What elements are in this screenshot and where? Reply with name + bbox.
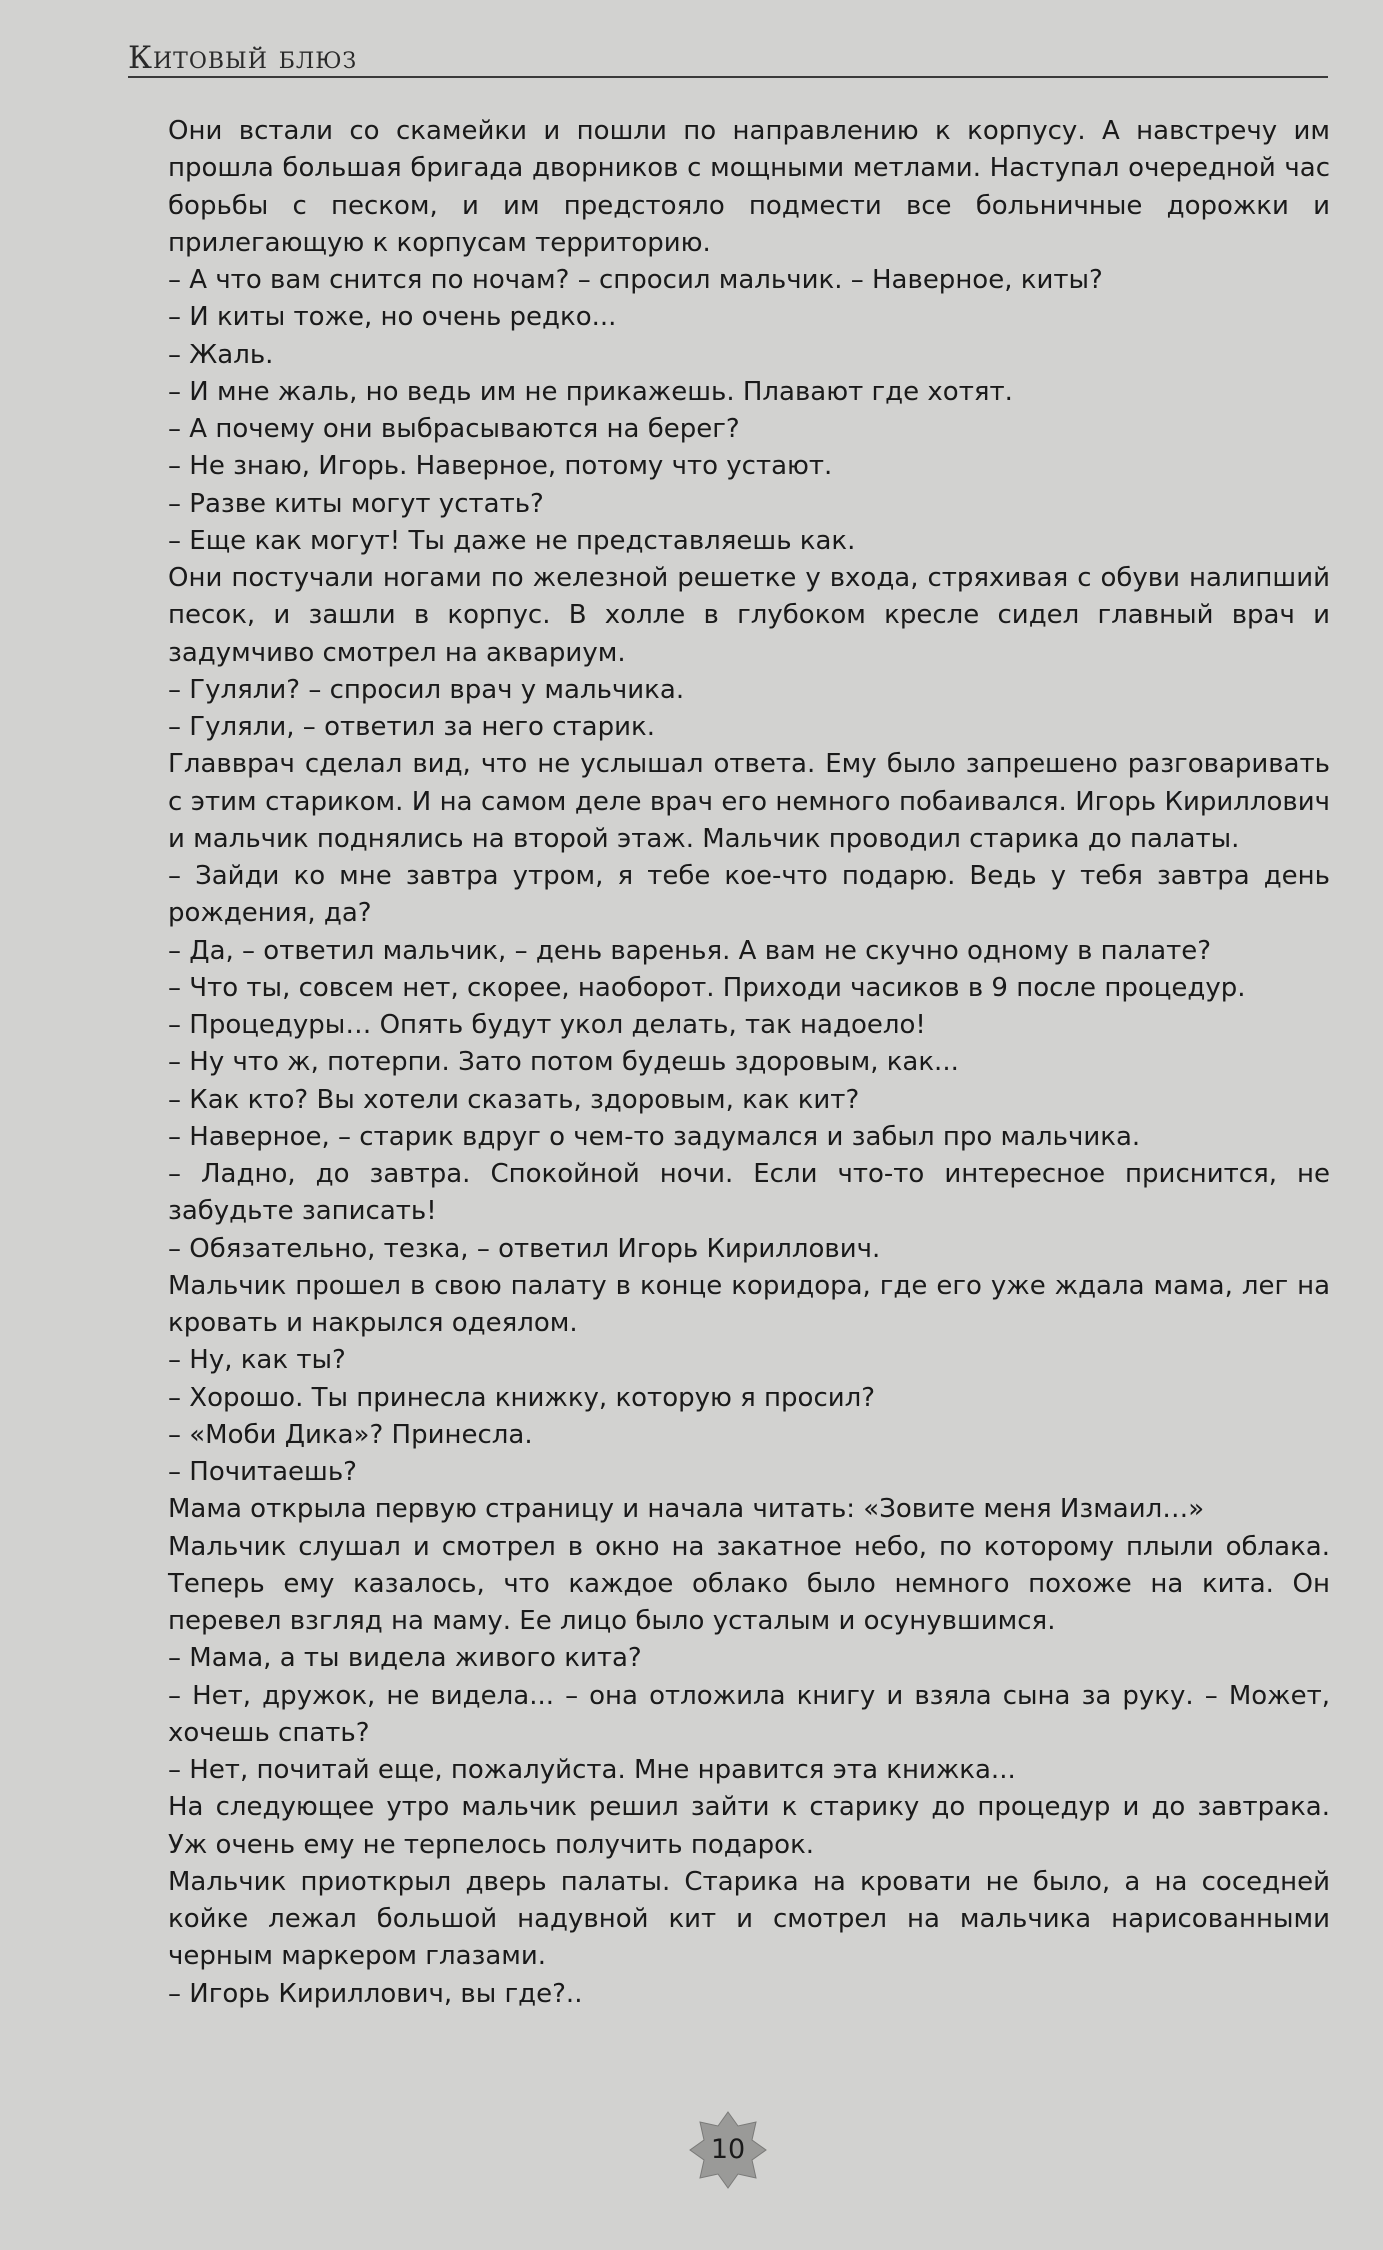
paragraph: – «Моби Дика»? Принесла. xyxy=(168,1419,533,1450)
paragraph: – Гуляли, – ответил за него старик. xyxy=(168,712,655,742)
paragraph: – Гуляли? – спросил врач у мальчика. xyxy=(168,674,685,705)
running-title: Китовый блюз xyxy=(128,40,358,76)
paragraph: Главврач сделал вид, что не услышал ответа. Ему было запрешено разговаривать с этим стариком. И на самом деле врач его немного побаивался. Игорь Кириллович и мальчик поднялись на второй этаж. Мальчик проводил старика до палаты. xyxy=(168,749,1330,854)
paragraph: – А что вам снится по ночам? – спросил мальчик. – Наверное, киты? xyxy=(168,265,1103,295)
paragraph: – Зайди ко мне завтра утром, я тебе кое-что подарю. Ведь у тебя завтра день рождения, да? xyxy=(168,861,1330,929)
paragraph: На следующее утро мальчик решил зайти к старику до процедур и до завтрака. Уж очень ему не терпелось получить подарок. xyxy=(168,1792,1330,1860)
paragraph: Они постучали ногами по железной решетке у входа, стряхивая с обуви налипший песок, и зашли в корпус. В холле в глубоком кресле сидел главный врач и задумчиво смотрел на аквариум. xyxy=(168,563,1330,668)
running-header xyxy=(128,40,1328,80)
paragraph: – Не знаю, Игорь. Наверное, потому что устают. xyxy=(168,451,833,482)
paragraph: – Ну, как ты? xyxy=(168,1345,346,1376)
paragraph: – Нет, почитай еще, пожалуйста. Мне нравится эта книжка... xyxy=(168,1755,1016,1785)
paragraph: – Почитаешь? xyxy=(168,1457,357,1487)
paragraph: – Ну что ж, потерпи. Зато потом будешь здоровым, как... xyxy=(168,1047,959,1078)
paragraph: – Мама, а ты видела живого кита? xyxy=(168,1643,642,1674)
paragraph: Мальчик приоткрыл дверь палаты. Старика на кровати не было, а на соседней койке лежал большой надувной кит и смотрел на мальчика нарисованными черным маркером глазами. xyxy=(168,1866,1330,1972)
paragraph: Мальчик слушал и смотрел в окно на закатное небо, по которому плыли облака. Теперь ему казалось, что каждое облако было немного похоже на кита. Он перевел взгляд на маму. Ее лицо было усталым и осунувшимся. xyxy=(168,1531,1330,1636)
paragraph: – Еще как могут! Ты даже не представляешь как. xyxy=(168,525,856,556)
paragraph: – Наверное, – старик вдруг о чем-то задумался и забыл про мальчика. xyxy=(168,1121,1141,1152)
paragraph: – И мне жаль, но ведь им не прикажешь. Плавают где хотят. xyxy=(168,376,1013,407)
paragraph: Мама открыла первую страницу и начала читать: «Зовите меня Измаил…» xyxy=(168,1494,1205,1525)
paragraph: – Нет, дружок, не видела... – она отложила книгу и взяла сына за руку. – Может, хочешь спать? xyxy=(168,1680,1330,1748)
page-number: 10 xyxy=(710,2134,746,2165)
paragraph: – Да, – ответил мальчик, – день варенья. А вам не скучно одному в палате? xyxy=(168,935,1212,966)
paragraph: – Обязательно, тезка, – ответил Игорь Кириллович. xyxy=(168,1233,881,1264)
paragraph: – Ладно, до завтра. Спокойной ночи. Если что-то интересное приснится, не забудьте записать! xyxy=(168,1159,1330,1227)
paragraph: – Процедуры… Опять будут укол делать, так надоело! xyxy=(168,1010,926,1040)
paragraph: – Хорошо. Ты принесла книжку, которую я просил? xyxy=(168,1382,876,1413)
paragraph: – Что ты, совсем нет, скорее, наоборот. Приходи часиков в 9 после процедур. xyxy=(168,972,1246,1003)
paragraph: – Как кто? Вы хотели сказать, здоровым, как кит? xyxy=(168,1084,860,1115)
page-number-badge xyxy=(688,2110,768,2190)
body-text xyxy=(168,113,1330,2013)
paragraph: – А почему они выбрасываются на берег? xyxy=(168,414,740,444)
paragraph: – И киты тоже, но очень редко... xyxy=(168,302,617,333)
header-rule xyxy=(128,76,1328,78)
paragraph: Мальчик прошел в свою палату в конце коридора, где его уже ждала мама, лег на кровать и накрылся одеялом. xyxy=(168,1270,1330,1338)
paragraph: – Разве киты могут устать? xyxy=(168,488,544,519)
paragraph: – Жаль. xyxy=(168,339,274,370)
paragraph: Они встали со скамейки и пошли по направлению к корпусу. А навстречу им прошла большая бригада дворников с мощными метлами. Наступал очередной час борьбы с песком, и им предстояло подмести все больничные дорожки и прилегающую к корпусам территорию. xyxy=(168,116,1330,258)
paragraph: – Игорь Кириллович, вы где?.. xyxy=(168,1978,583,2009)
